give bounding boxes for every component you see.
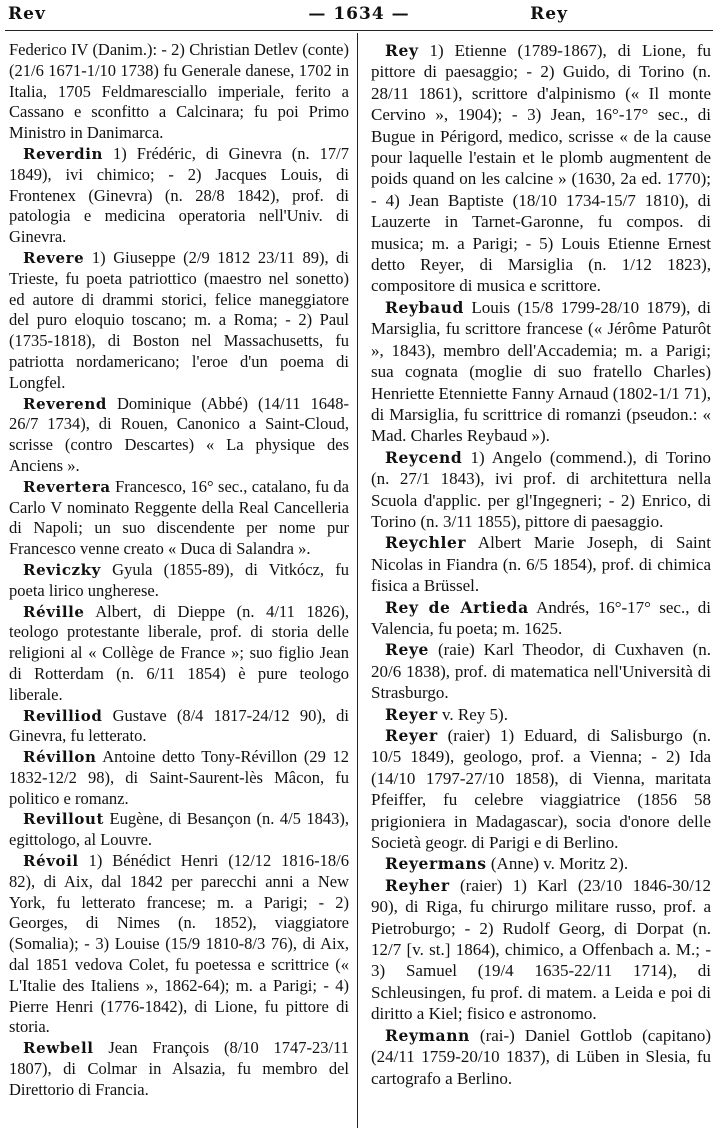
dictionary-entry: [371, 532, 711, 596]
dictionary-entry: [9, 248, 349, 394]
entry-headword: Reye: [385, 640, 430, 660]
dictionary-entry: [9, 394, 349, 477]
dictionary-entry: [9, 40, 349, 144]
entry-headword: Révillon: [23, 748, 97, 767]
entry-text: (raie) Karl Theodor, di Cuxhaven (n. 20/6 1838), prof. di matematica nell'Università di Strasburgo.: [371, 640, 711, 703]
entry-headword: Reyermans: [385, 854, 487, 874]
entry-headword: Reyher: [385, 875, 450, 895]
entry-headword: Reycend: [385, 447, 463, 467]
entry-text: (raier) 1) Karl (23/10 1846-30/12 90), di Riga, fu chirurgo militare russo, prof. a Pietroburgo; - 2) Rudolf Georg, di Dorpat (n. 12/7 [v. st.] 1864), chimico, a Offenbach a. M.; - 3) Samuel (19/4 1635-22/11 1714), di Schleusingen, fu prof. di matem. a Leida e poi di diritto a Kiel; fisico e astronomo.: [371, 875, 711, 1024]
dictionary-entry: [9, 851, 349, 1038]
dictionary-entry: [9, 706, 349, 748]
dictionary-entry: [371, 704, 711, 725]
header-right-guideword: Rey: [530, 4, 568, 24]
entry-text: Jean François (8/10 1747-23/11 1807), di Colmar in Alsazia, fu membro del Direttorio di Francia.: [9, 1038, 349, 1099]
entry-text: Antoine detto Tony-Révillon (29 12 1832-12/2 98), di Saint-Saurent-lès Mâcon, fu politico e romanz.: [9, 747, 349, 808]
dictionary-entry: [9, 560, 349, 602]
dictionary-entry: [9, 477, 349, 560]
entry-text: v. Rey 5).: [437, 704, 508, 724]
entry-headword: Rey de Artieda: [385, 597, 529, 617]
dictionary-entry: [9, 1038, 349, 1100]
entry-headword: Reyer: [385, 704, 438, 724]
entry-headword: Reychler: [385, 533, 467, 553]
entry-text: (rai-) Daniel Gottlob (capitano) (24/11 1759-20/10 1837), di Lüben in Slesia, fu cartografo a Berlino.: [371, 1025, 711, 1088]
entry-text: (raier) 1) Eduard, di Salisburgo (n. 10/5 1849), geologo, prof. a Vienna; - 2) Ida (14/10 1797-27/10 1858), di Vienna, maritata Pfeiffer, fu celebre viaggiatrice (1856 58 prigioniera in Madagascar), socia d'onore delle Società geogr. di Parigi e di Berlino.: [371, 726, 711, 853]
entry-text: Andrés, 16°-17° sec., di Valencia, fu poeta; m. 1625.: [371, 597, 711, 638]
entry-headword: Revilliod: [23, 706, 103, 725]
entry-text: Gustave (8/4 1817-24/12 90), di Ginevra, fu letterato.: [9, 705, 349, 746]
header-rule: [5, 30, 713, 31]
entry-text: 1) Frédéric, di Ginevra (n. 17/7 1849), ivi chimico; - 2) Jacques Louis, di Frontenex (Ginevra) (n. 28/8 1842), prof. di patologia e medicina operatoria nell'Univ. di Ginevra.: [9, 143, 349, 247]
entry-text: 1) Bénédict Henri (12/12 1816-18/6 82), di Aix, dal 1842 per parecchi anni a New York, fu letterato francese; m. a Parigi; - 2) Georges, di Nimes (n. 1852), viaggiatore (Somalia); - 3) Louise (15/9 1810-8/3 76), di Aix, dal 1851 vedova Colet, fu poetessa e scrittrice (« L'Italie des Italiens », 1862-64); m. a Parigi; - 4) Pierre Henri (1776-1842), di Lione, fu pittore di storia.: [9, 851, 349, 1037]
header-left-guideword: Rev: [8, 4, 46, 24]
entry-headword: Revere: [23, 248, 85, 267]
entry-headword: Reviczky: [23, 560, 101, 579]
entry-text: 1) Etienne (1789-1867), di Lione, fu pittore di paesaggio; - 2) Guido, di Torino (n. 28/11 1861), scrittore d'alpinismo (« Il monte Cervino », 1904); - 3) Jean, 16°-17° sec., di Bugue in Périgord, medico, scrisse « de la cause pour laquelle l'estain et le plomb augmentent de poids quand on les calcine » (1630, 2a ed. 1770); - 4) Jean Baptiste (18/10 1734-15/7 1810), di Lauzerte in Tarnet-Garonne, fu compos. di musica; m. a Parigi; - 5) Louis Etienne Ernest detto Reyer, di Marsiglia (n. 1/12 1823), compositore di musica e scrittore.: [371, 41, 711, 296]
dictionary-entry: [371, 1025, 711, 1089]
dictionary-entry: [371, 447, 711, 533]
dictionary-entry: [371, 725, 711, 853]
entry-headword: Revertera: [23, 477, 111, 496]
entry-headword: Reymann: [385, 1025, 470, 1045]
entry-text: Francesco, 16° sec., catalano, fu da Carlo V nominato Reggente della Real Cancelleria di Napoli; un suo discendente per nome pur Francesco venne creato « Duca di Salandra ».: [9, 476, 349, 559]
left-column: [9, 40, 349, 1101]
entry-headword: Reyer: [385, 726, 438, 745]
column-divider: [357, 33, 358, 1128]
entry-text: 1) Angelo (commend.), di Torino (n. 27/1 1843), ivi prof. di architettura nella Scuola d'applic. per gl'Ingegneri; - 2) Enrico, di Torino (n. 3/11 1855), pittore di paesaggio.: [371, 447, 711, 531]
dictionary-entry: [371, 853, 711, 874]
dictionary-entry: [371, 40, 711, 297]
entry-text: Eugène, di Besançon (n. 4/5 1843), egittologo, al Louvre.: [9, 809, 349, 850]
entry-text: (Anne) v. Moritz 2).: [486, 854, 629, 874]
entry-text: Federico IV (Danim.): - 2) Christian Detlev (conte) (21/6 1671-1/10 1738) fu Generale danese, 1702 in Italia, 1705 Feldmaresciallo imperiale, ferito a Cassano e sconfitto a Calcinara; fu poi Primo Ministro in Danimarca.: [9, 40, 349, 143]
dictionary-entry: [9, 144, 349, 248]
dictionary-entry: [371, 875, 711, 1025]
right-column: [371, 40, 711, 1089]
entry-text: Louis (15/8 1799-28/10 1879), di Marsiglia, fu scrittore francese (« Jérôme Paturôt », 1843), membro dell'Accademia; m. a Parigi; sua cognata (moglie di suo fratello Charles) Henriette Etenniette Fanny Arnaud (1802-1/1 71), di Marsiglia, fu scrittrice di romanzi (pseudon.: « Mad. Charles Reybaud »).: [371, 297, 711, 446]
dictionary-entry: [9, 747, 349, 809]
dictionary-entry: [9, 809, 349, 851]
entry-headword: Reverdin: [23, 144, 104, 163]
entry-headword: Révoil: [23, 852, 79, 871]
entry-headword: Rewbell: [23, 1039, 94, 1058]
entry-text: Gyula (1855-89), di Vitkócz, fu poeta lirico ungherese.: [9, 559, 349, 600]
dictionary-entry: [371, 297, 711, 447]
entry-headword: Revillout: [23, 810, 105, 829]
entry-headword: Réville: [23, 602, 85, 621]
page-number: — 1634 —: [308, 4, 410, 24]
dictionary-entry: [371, 639, 711, 703]
dictionary-entry: [9, 602, 349, 706]
dictionary-entry: [371, 597, 711, 640]
running-header: [0, 4, 718, 32]
entry-text: Albert Marie Joseph, di Saint Nicolas in Fiandra (n. 6/5 1854), prof. di chimica fisica a Brüssel.: [371, 533, 711, 596]
entry-text: Dominique (Abbé) (14/11 1648-26/7 1734), di Rouen, Canonico a Saint-Cloud, scrisse (contro Descartes) « La physique des Anciens ».: [9, 393, 349, 475]
entry-headword: Reybaud: [385, 297, 464, 317]
entry-headword: Reverend: [23, 394, 107, 413]
entry-text: Albert, di Dieppe (n. 4/11 1826), teologo protestante liberale, prof. di storia delle religioni al « Collège de France »; suo figlio Jean di Rotterdam (n. 6/11 1854) è pure teologo liberale.: [9, 601, 349, 704]
entry-headword: Rey: [385, 41, 419, 60]
entry-text: 1) Giuseppe (2/9 1812 23/11 89), di Trieste, fu poeta patriottico (maestro nel sonetto) ed autore di drammi storici, felice maneggiatore del puro eloquio toscano; m. a Roma; - 2) Paul (1735-1818), di Boston nel Massachusetts, fu patriotta nordamericano; l'eroe d'un poema di Longfel.: [9, 247, 349, 392]
